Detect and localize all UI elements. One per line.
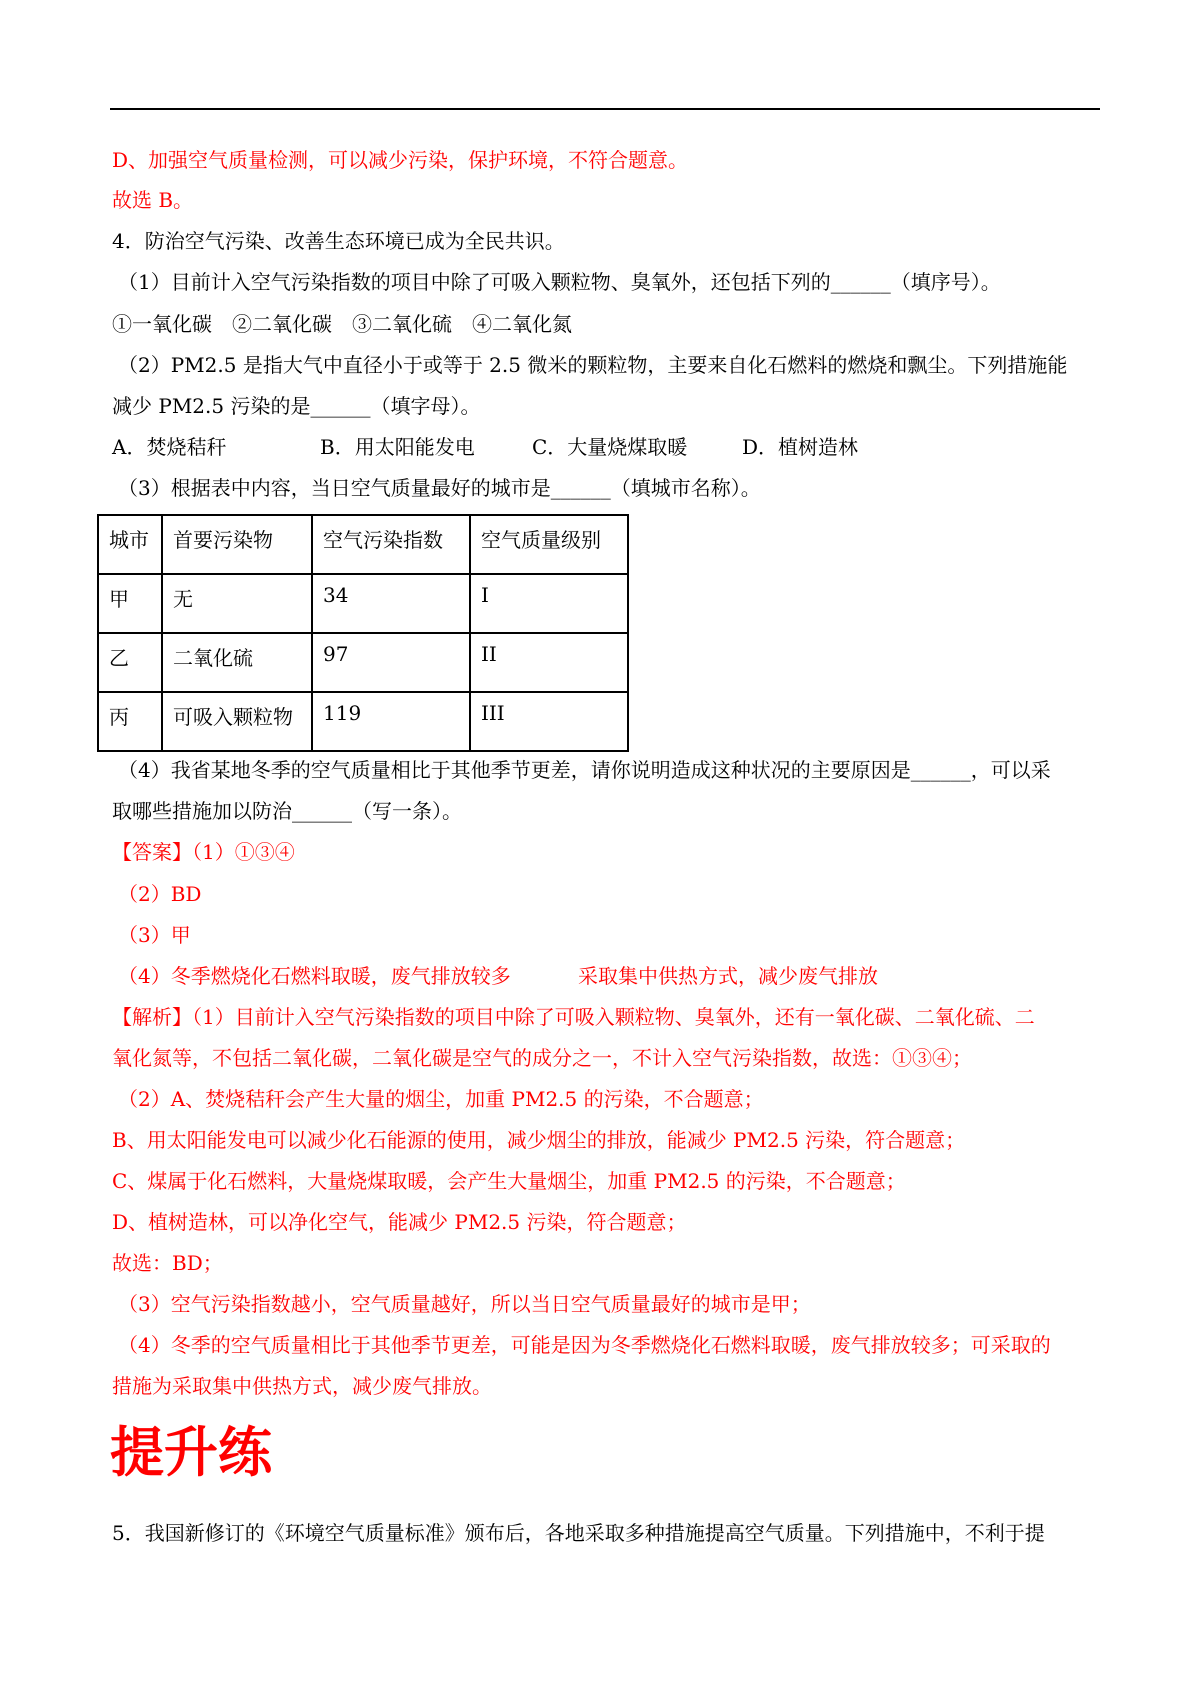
explanation-line: D、加强空气质量检测，可以减少污染，保护环境，不符合题意。 [112,148,689,172]
option-c: C．大量烧煤取暖 [532,435,688,459]
question-4-part-3: （3）根据表中内容，当日空气质量最好的城市是______（填城市名称）。 [118,476,761,500]
option-d: D．植树造林 [742,435,859,459]
explanation-line: D、植树造林，可以净化空气，能减少 PM2.5 污染，符合题意； [112,1210,687,1234]
table-header-cell: 首要污染物 [162,515,312,574]
air-quality-table [97,514,629,752]
table-row [98,633,628,692]
option-a: A．焚烧秸秆 [112,435,227,459]
explanation-line: C、煤属于化石燃料，大量烧煤取暖，会产生大量烟尘，加重 PM2.5 的污染，不合题意； [112,1169,906,1193]
explanation-line: 故选：BD； [112,1251,223,1275]
table-cell: 丙 [98,692,162,751]
answer-line: （4）冬季燃烧化石燃料取暖，废气排放较多 [118,964,511,988]
table-cell: 可吸入颗粒物 [162,692,312,751]
table-cell: 乙 [98,633,162,692]
table-cell: 119 [312,692,470,751]
explanation-line: 故选 B。 [112,188,194,212]
explanation-line: （2）A、焚烧秸秆会产生大量的烟尘，加重 PM2.5 的污染，不合题意； [118,1087,764,1111]
table-row [98,574,628,633]
table-cell: 34 [312,574,470,633]
explanation-line: 措施为采取集中供热方式，减少废气排放。 [112,1374,492,1398]
table-cell: 甲 [98,574,162,633]
table-cell: II [470,633,628,692]
table-header-cell: 城市 [98,515,162,574]
section-heading: 提升练 [110,1421,272,1484]
explanation-line: 【解析】（1）目前计入空气污染指数的项目中除了可吸入颗粒物、臭氧外，还有一氧化碳、二氧化硫、二 [112,1005,1035,1029]
answer-line: （2）BD [118,882,202,906]
header-rule [110,108,1100,110]
question-4-part-1: （1）目前计入空气污染指数的项目中除了可吸入颗粒物、臭氧外，还包括下列的______（填序号）。 [118,270,1001,294]
explanation-line: B、用太阳能发电可以减少化石能源的使用，减少烟尘的排放，能减少 PM2.5 污染，符合题意； [112,1128,966,1152]
answer-line: 采取集中供热方式，减少废气排放 [578,964,878,988]
table-cell: 二氧化硫 [162,633,312,692]
question-4-part-2-cont: 减少 PM2.5 污染的是______（填字母）。 [112,394,481,418]
question-4-part-4: （4）我省某地冬季的空气质量相比于其他季节更差，请你说明造成这种状况的主要原因是______，可以采 [118,758,1051,782]
explanation-line: （4）冬季的空气质量相比于其他季节更差，可能是因为冬季燃烧化石燃料取暖，废气排放较多；可采取的 [118,1333,1051,1357]
explanation-line: （3）空气污染指数越小，空气质量越好，所以当日空气质量最好的城市是甲； [118,1292,811,1316]
answer-line: （3）甲 [118,923,191,947]
table-row [98,692,628,751]
question-5-title: 5．我国新修订的《环境空气质量标准》颁布后，各地采取多种措施提高空气质量。下列措施中，不利于提 [112,1521,1045,1545]
answer-line: 【答案】（1）①③④ [112,840,295,864]
question-4-part-1-options: ①一氧化碳 ②二氧化碳 ③二氧化硫 ④二氧化氮 [112,312,572,336]
option-b: B．用太阳能发电 [320,435,475,459]
table-cell: 97 [312,633,470,692]
table-header-cell: 空气污染指数 [312,515,470,574]
table-cell: 无 [162,574,312,633]
explanation-line: 氧化氮等，不包括二氧化碳，二氧化碳是空气的成分之一，不计入空气污染指数，故选：①③④； [112,1046,972,1070]
table-cell: I [470,574,628,633]
table-header-cell: 空气质量级别 [470,515,628,574]
table-header-row [98,515,628,574]
table-cell: III [470,692,628,751]
question-4-part-2: （2）PM2.5 是指大气中直径小于或等于 2.5 微米的颗粒物，主要来自化石燃料的燃烧和飘尘。下列措施能 [118,353,1068,377]
question-4-title: 4．防治空气污染、改善生态环境已成为全民共识。 [112,229,565,253]
question-4-part-4-cont: 取哪些措施加以防治______（写一条）。 [112,799,462,823]
